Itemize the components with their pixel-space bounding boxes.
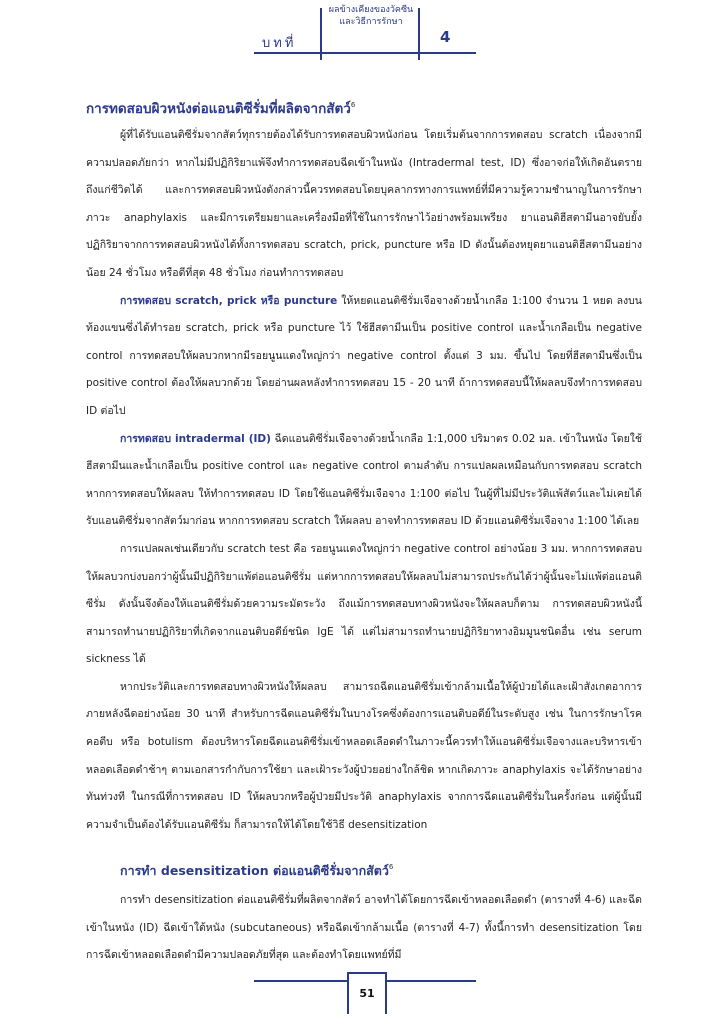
page-number: 51 bbox=[359, 987, 375, 1000]
chapter-label: บทที่ bbox=[262, 36, 297, 51]
paragraph-administration: หากประวัติและการทดสอบทางผิวหนังให้ผลลบ สามารถฉีดแอนติซีรั่มเข้ากล้ามเนื้อให้ผู้ป่วยได้และเฝ้าสังเกตอาการภายหลังฉีดอย่างน้อย 30 นาที สำหรับการฉีดแอนติซีรั่มในบางโรคซึ่งต้องการแอนติบอดีย์ในระดับสูง เช่น ในการรักษาโรคคอตีบ หรือ botulism ต้องบริหารโดยฉีดแอนติซีรั่มเข้าหลอดเลือดดำในภาวะนี้ควรทำให้แอนติซีรั่มเจือจางและบริหารเข้าหลอดเลือดดำช้าๆ ตามเอกสารกำกับการใช้ยา และเฝ้าระวังผู้ป่วยอย่างใกล้ชิด หากเกิดภาวะ anaphylaxis จะได้รักษาอย่างทันท่วงที ในกรณีที่การทดสอบ ID ให้ผลบวกหรือผู้ป่วยมีประวัติ anaphylaxis จากการฉีดแอนติซีรั่มในครั้งก่อน แต่ผู้นั้นมีความจำเป็นต้องได้รับแอนติซีรั่ม ก็สามารถให้ได้โดยใช้วิธี desensitization bbox=[86, 680, 642, 831]
intradermal-text: ฉีดแอนติซีรั่มเจือจางด้วยน้ำเกลือ 1:1,000 ปริมาตร 0.02 มล. เข้าในหนัง โดยใช้ฮีสตามีนและน้ำเกลือเป็น positive control และ negative control ตามลำดับ การแปลผลเหมือนกับการทดสอบ scratch หากการทดสอบให้ผลลบ ให้ทำการทดสอบ ID โดยใช้แอนติซีรั่มเจือจาง 1:100 ต่อไป ในผู้ที่ไม่มีประวัติแพ้สัตว์และไม่เคยได้รับแอนติซีรั่มจากสัตว์มาก่อน หากการทดสอบ scratch ให้ผลลบ อาจทำการทดสอบ ID ด้วยแอนติซีรั่มเจือจาง 1:100 ได้เลย bbox=[86, 432, 642, 528]
page-number-box bbox=[347, 972, 387, 1014]
section-heading-ref: 6 bbox=[350, 101, 356, 109]
desensitization-heading-text: การทำ desensitization ต่อแอนติซีรั่มจากสัตว์ bbox=[120, 863, 389, 879]
paragraph-intro: ผู้ที่ได้รับแอนติซีรั่มจากสัตว์ทุกรายต้องได้รับการทดสอบผิวหนังก่อน โดยเริ่มต้นจากการทดสอบ scratch เนื่องจากมีความปลอดภัยกว่า หากไม่มีปฏิกิริยาแพ้จึงทำการทดสอบฉีดเข้าในหนัง (Intradermal test, ID) ซึ่งอาจก่อให้เกิดอันตรายถึงแก่ชีวิตได้ และการทดสอบผิวหนังดังกล่าวนี้ควรทดสอบโดยบุคลากรทางการแพทย์ที่มีความรู้ความชำนาญในการรักษาภาวะ anaphylaxis และมีการเตรียมยาและเครื่องมือที่ใช้ในการรักษาไว้อย่างพร้อมเพรียง ยาแอนติฮีสตามีนอาจยับยั้งปฏิกิริยาจากการทดสอบผิวหนังได้ทั้งการทดสอบ scratch, prick, puncture หรือ ID ดังนั้นต้องหยุดยาแอนติฮีสตามีนอย่างน้อย 24 ชั่วโมง หรือดีที่สุด 48 ชั่วโมง ก่อนทำการทดสอบ bbox=[86, 129, 642, 279]
desensitization-heading bbox=[86, 857, 642, 887]
header-divider-right bbox=[418, 8, 420, 60]
section-heading bbox=[86, 96, 642, 122]
page-body bbox=[86, 96, 642, 970]
chapter-title-line2: และวิธีการรักษา bbox=[339, 17, 403, 27]
paragraph-intradermal-test bbox=[86, 426, 642, 536]
page-header bbox=[0, 0, 728, 70]
chapter-title-line1: ผลข้างเคียงของวัคซีน bbox=[328, 5, 414, 15]
paragraph-desensitization: การทำ desensitization ต่อแอนติซีรั่มที่ผลิตจากสัตว์ อาจทำได้โดยการฉีดเข้าหลอดเลือดดำ (ตารางที่ 4-6) และฉีดเข้าในหนัง (ID) ฉีดเข้าใต้หนัง (subcutaneous) หรือฉีดเข้ากล้ามเนื้อ (ตารางที่ 4-7) ทั้งนี้การทำ desensitization โดยการฉีดเข้าหลอดเลือดดำมีความปลอดภัยที่สุด และต้องทำโดยแพทย์ที่มี bbox=[86, 894, 642, 962]
scratch-test-subheading: การทดสอบ scratch, prick หรือ puncture bbox=[120, 294, 338, 307]
scratch-test-text: ให้หยดแอนติซีรั่มเจือจางด้วยน้ำเกลือ 1:100 จำนวน 1 หยด ลงบนท้องแขนซึ่งได้ทำรอย scratch, prick หรือ puncture ไว้ ใช้ฮีสตามีนเป็น positive control และน้ำเกลือเป็น negative control การทดสอบให้ผลบวกหากมีรอยนูนแดงใหญ่กว่า negative control ตั้งแต่ 3 มม. ขึ้นไป โดยที่ฮีสตามีนซึ่งเป็น positive control ต้องให้ผลบวกด้วย โดยอ่านผลหลังทำการทดสอบ 15 - 20 นาที ถ้าการทดสอบนี้ให้ผลลบจึงทำการทดสอบ ID ต่อไป bbox=[86, 294, 642, 417]
header-divider-left bbox=[320, 8, 322, 60]
chapter-title bbox=[324, 4, 418, 28]
section-heading-text: การทดสอบผิวหนังต่อแอนติซีรั่มที่ผลิตจากสัตว์ bbox=[86, 101, 351, 117]
chapter-number: 4 bbox=[440, 28, 451, 46]
paragraph-interpretation: การแปลผลเช่นเดียวกับ scratch test คือ รอยนูนแดงใหญ่กว่า negative control อย่างน้อย 3 มม. หากการทดสอบให้ผลบวกบ่งบอกว่าผู้นั้นมีปฏิกิริยาแพ้ต่อแอนติซีรั่ม แต่หากการทดสอบให้ผลลบไม่สามารถประกันได้ว่าผู้นั้นจะไม่แพ้ต่อแอนติซีรั่ม ดังนั้นจึงต้องให้แอนติซีรั่มด้วยความระมัดระวัง ถึงแม้การทดสอบทางผิวหนังจะให้ผลลบก็ตาม การทดสอบผิวหนังนี้สามารถทำนายปฏิกิริยาที่เกิดจากแอนติบอดีย์ชนิด IgE ได้ แต่ไม่สามารถทำนายปฏิกิริยาทางอิมมูนชนิดอื่น เช่น serum sickness ได้ bbox=[86, 542, 642, 666]
intradermal-subheading: การทดสอบ intradermal (ID) bbox=[120, 432, 271, 445]
page-footer bbox=[0, 968, 728, 1031]
paragraph-scratch-test bbox=[86, 288, 642, 426]
desensitization-heading-ref: 6 bbox=[388, 863, 394, 872]
